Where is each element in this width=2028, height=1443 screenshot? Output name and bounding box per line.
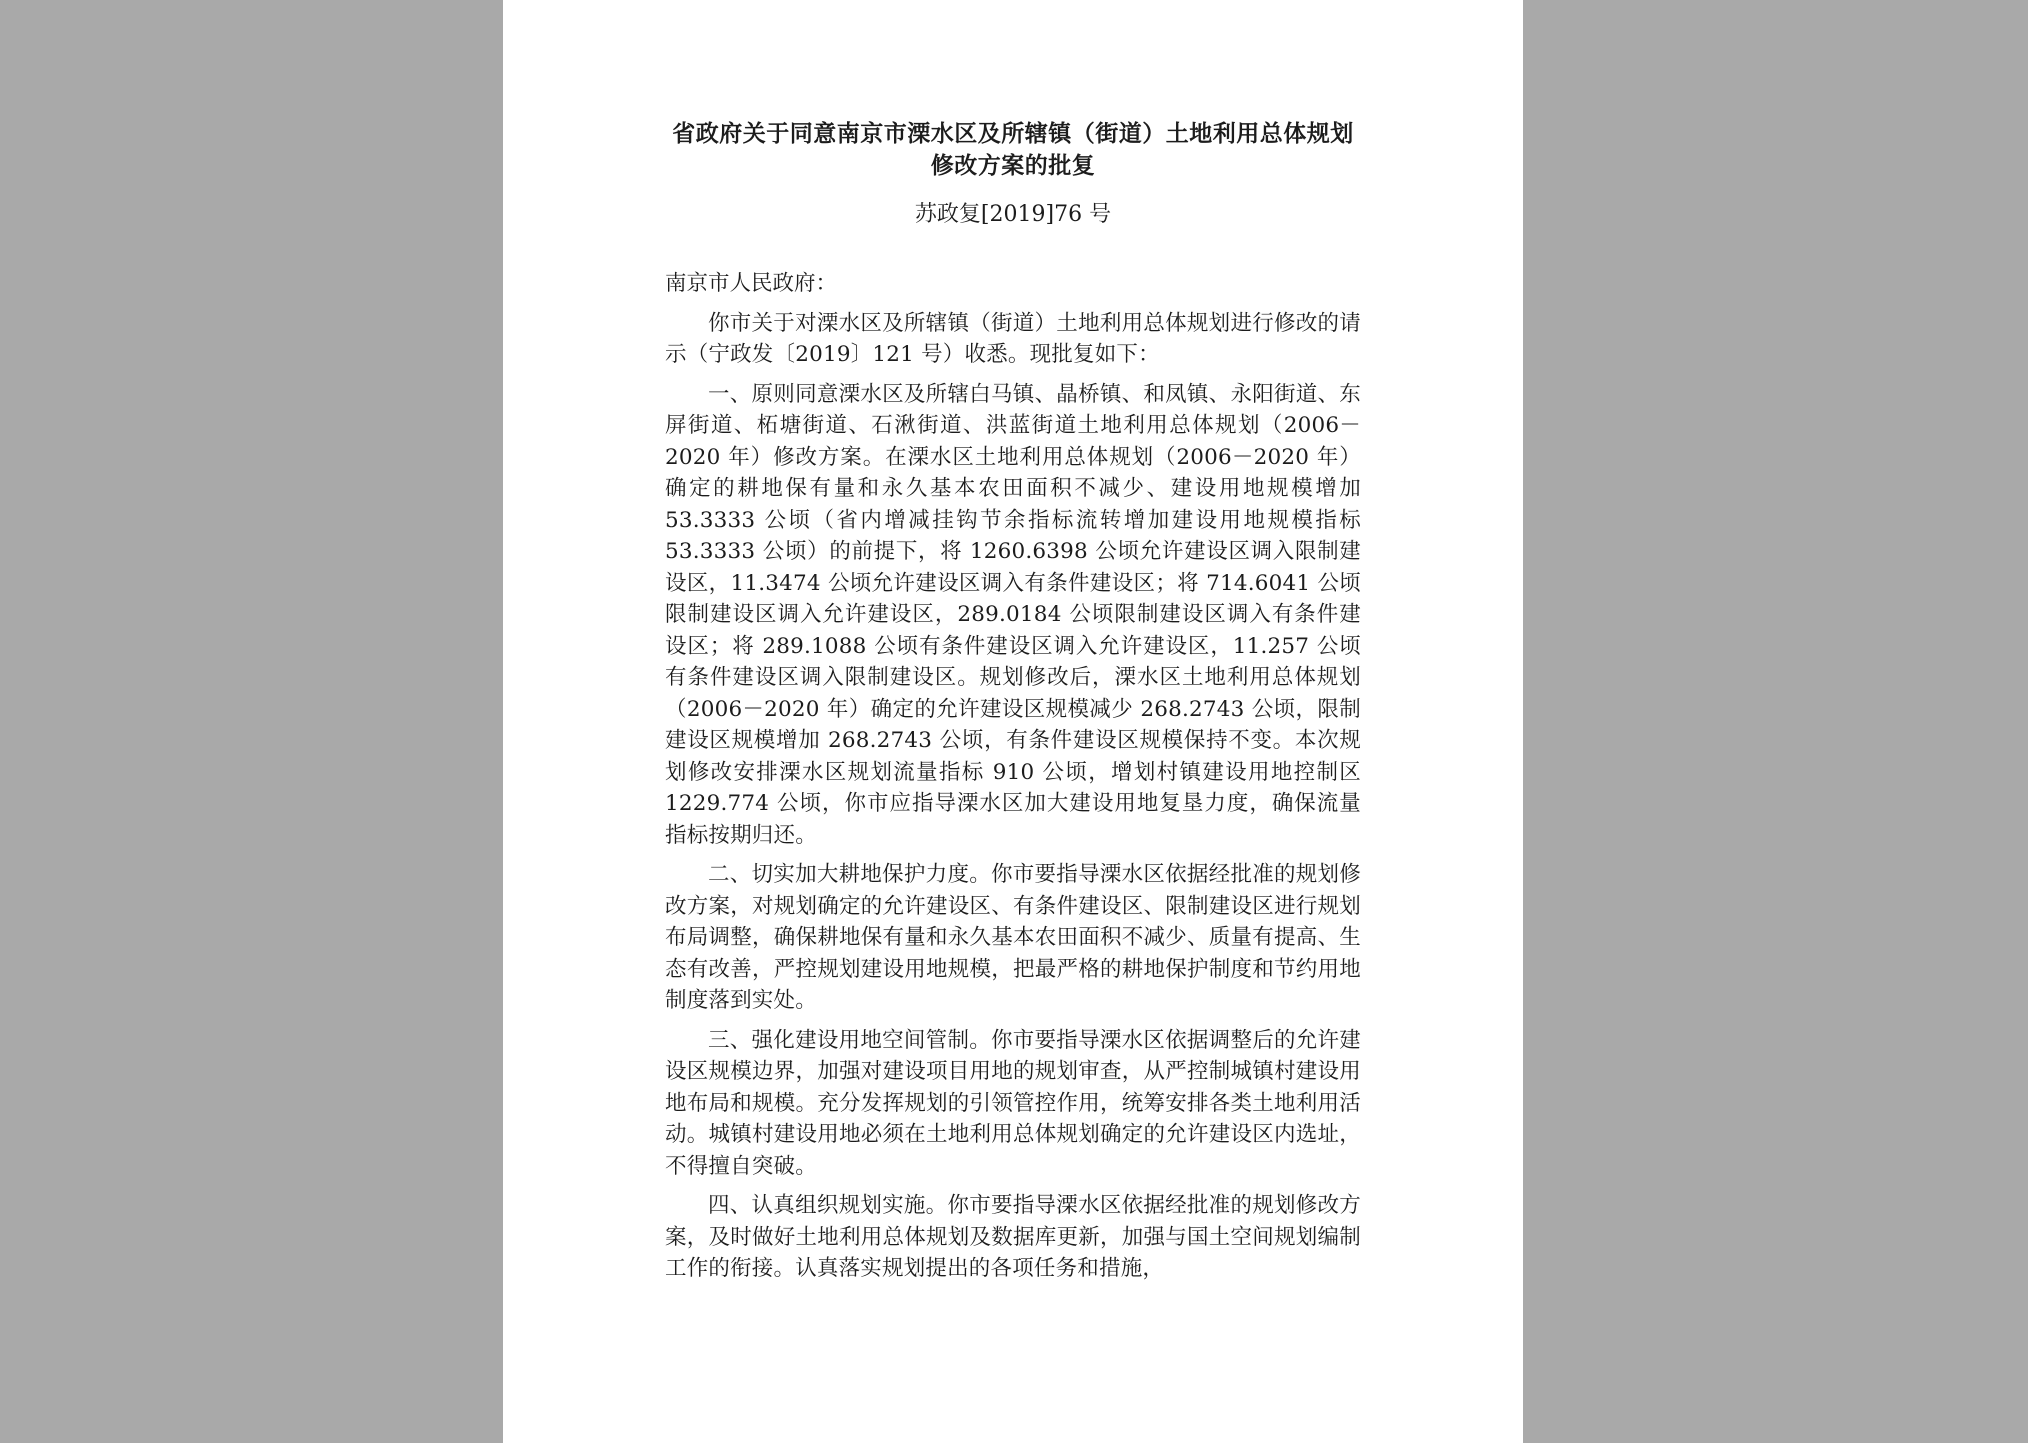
document-title <box>665 118 1361 182</box>
title-line-1: 省政府关于同意南京市溧水区及所辖镇（街道）土地利用总体规划 <box>672 120 1354 147</box>
paragraph-item-4: 四、认真组织规划实施。你市要指导溧水区依据经批准的规划修改方案，及时做好土地利用总体规划及数据库更新，加强与国土空间规划编制工作的衔接。认真落实规划提出的各项任务和措施， <box>665 1193 1361 1281</box>
document-page <box>503 0 1523 1443</box>
addressee: 南京市人民政府： <box>665 271 838 296</box>
paragraph-item-1: 一、原则同意溧水区及所辖白马镇、晶桥镇、和凤镇、永阳街道、东屏街道、柘塘街道、石湫街道、洪蓝街道土地利用总体规划（2006－2020 年）修改方案。在溧水区土地利用总体规划（2006－2020 年）确定的耕地保有量和永久基本农田面积不减少、建设用地规模增加 53.3333 公顷（省内增减挂钩节余指标流转增加建设用地规模指标 53.3333 公顷）的前提下，将 1260.6398 公顷允许建设区调入限制建设区，11.3474 公顷允许建设区调入有条件建设区；将 714.6041 公顷限制建设区调入允许建设区，289.0184 公顷限制建设区调入有条件建设区；将 289.1088 公顷有条件建设区调入允许建设区，11.257 公顷有条件建设区调入限制建设区。规划修改后，溧水区土地利用总体规划（2006－2020 年）确定的允许建设区规模减少 268.2743 公顷，限制建设区规模增加 268.2743 公顷，有条件建设区规模保持不变。本次规划修改安排溧水区规划流量指标 910 公顷，增划村镇建设用地控制区 1229.774 公顷，你市应指导溧水区加大建设用地复垦力度，确保流量指标按期归还。 <box>665 381 1361 848</box>
paragraph-intro: 你市关于对溧水区及所辖镇（街道）土地利用总体规划进行修改的请示（宁政发〔2019〕121 号）收悉。现批复如下： <box>665 310 1361 367</box>
document-number: 苏政复[2019]76 号 <box>914 202 1112 227</box>
title-line-2: 修改方案的批复 <box>930 152 1096 179</box>
paragraph-item-2: 二、切实加大耕地保护力度。你市要指导溧水区依据经批准的规划修改方案，对规划确定的允许建设区、有条件建设区、限制建设区进行规划布局调整，确保耕地保有量和永久基本农田面积不减少、质量有提高、生态有改善，严控规划建设用地规模，把最严格的耕地保护制度和节约用地制度落到实处。 <box>665 862 1361 1013</box>
paragraph-item-3: 三、强化建设用地空间管制。你市要指导溧水区依据调整后的允许建设区规模边界，加强对建设项目用地的规划审查，从严控制城镇村建设用地布局和规模。充分发挥规划的引领管控作用，统筹安排各类土地利用活动。城镇村建设用地必须在土地利用总体规划确定的允许建设区内选址，不得擅自突破。 <box>665 1027 1361 1179</box>
